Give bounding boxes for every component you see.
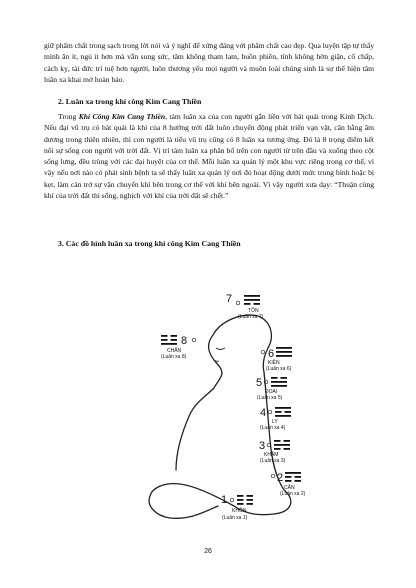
- chakra-2-label: (Luân xa 2): [280, 491, 306, 497]
- chakra-5-label: (Luân xa 5): [257, 395, 283, 401]
- chakra-5: [256, 377, 287, 401]
- trigram-khon-icon: [237, 495, 253, 505]
- chakra-7-label: (Luân xa 7): [238, 314, 264, 320]
- chakra-4-number: 4: [260, 407, 267, 419]
- chakra-4-label: (Luân xa 4): [260, 425, 286, 431]
- chakra-4-name: LY: [272, 419, 278, 425]
- chakra-8-number: 8: [181, 335, 188, 347]
- chakra-8-label: (Luân xa 8): [161, 354, 187, 360]
- chakra-2-name: CẤN: [284, 485, 295, 491]
- chakra-2: [271, 472, 305, 497]
- chakra-6-number: 6: [268, 348, 275, 360]
- heading-section-2: 2. Luân xa trong khí công Kim Cang Thiền: [58, 97, 202, 106]
- trigram-can-icon: [285, 472, 301, 482]
- chakra-7-number: 7: [226, 293, 233, 305]
- p2-lead: Trong: [58, 112, 79, 121]
- chakra-8: [161, 335, 196, 360]
- chakra-3-name: KHẢM: [264, 452, 279, 458]
- chakra-2-number: 2: [277, 472, 284, 484]
- chakra-1-label: (Luân xa 1): [222, 515, 248, 521]
- chakra-6-name: KIỀN: [268, 360, 280, 366]
- trigram-kham-icon: [274, 440, 290, 450]
- chakra-1: [221, 494, 253, 521]
- trigram-ly-icon: [275, 407, 291, 417]
- chakra-3-label: (Luân xa 3): [260, 458, 286, 464]
- meditating-figure-outline: [149, 315, 291, 518]
- chakra-3: [259, 440, 290, 464]
- eye-line: [216, 348, 225, 350]
- chakra-4: [260, 407, 291, 431]
- chakra-1-number: 1: [221, 494, 228, 506]
- chakra-5-name: ĐOÀI: [265, 389, 278, 395]
- trigram-chan-icon: [161, 335, 177, 345]
- p2-emphasis: Khí Công Kim Cang Thiền: [78, 112, 166, 121]
- page-number: 26: [204, 548, 212, 555]
- trigram-ton-icon: [244, 295, 260, 305]
- chakra-6-label: (Luân xa 6): [266, 366, 292, 372]
- chakra-7: [226, 293, 264, 320]
- heading-section-3: 3. Các đồ hình luân xa trong khí công Kim Cang Thiền: [58, 239, 241, 248]
- p2-rest: , tám luân xa của con người gắn liền với bát quái trong Kinh Dịch. Nếu đại vũ trụ có bát quái là khí của 8 hướng trời đất luôn chuyển động phát triển vạn vật, cân bằng âm dương trong thiên nhiên, thì con người là tiểu vũ trụ cũng có 8 luân xa tương ứng. Đó là 8 trọng điểm kết nối sự sống con người với trời đất. Vị trí tám luân xa phân bố trên con người từ trên đầu và xuống theo cột sống lưng, đều trùng với các đại huyệt của cơ thể. Mỗi luân xa quản lý một khu vực riêng trong cơ thể, vì vậy nếu nơi nào có phát sinh bệnh ta sẽ thấy luân xa quản lý nơi đó hoạt động dưới mức trung bình hoặc bị kẹt, làm cản trở sự vận chuyển khí bên trong cơ thể với khí bên ngoài. Vì vậy người xưa dạy: “Thuận cùng khí của trời đất thì sống, nghịch với khí của trời đất sẽ chết.”: [44, 112, 374, 201]
- chakra-3-number: 3: [259, 440, 266, 452]
- chakra-7-name: TỐN: [248, 308, 259, 314]
- chakra-1-name: KHÔN: [232, 508, 247, 514]
- chakra-5-number: 5: [256, 377, 263, 389]
- trigram-kien-icon: [276, 347, 292, 357]
- paragraph-intro: giữ phẩm chất trong sạch trong lời nói và ý nghĩ để xứng đáng với phẩm chất cao đẹp. Qua luyện tập tự thấy mình ăn ít, ngủ ít hơn mà vẫn sung sức, tâm không tham lam, buồn phiền, tính không hờn giận, cố chấp, cách kỵ, tài đức trí tuệ hơn người, luôn thương yêu mọi người và muôn loài chúng sinh là sự thể hiện tâm luân xa khai mở hoàn hảo.: [44, 41, 374, 84]
- trigram-doai-icon: [271, 377, 287, 387]
- chakra-6: [261, 347, 292, 372]
- chakra-8-name: CHẤN: [167, 348, 182, 354]
